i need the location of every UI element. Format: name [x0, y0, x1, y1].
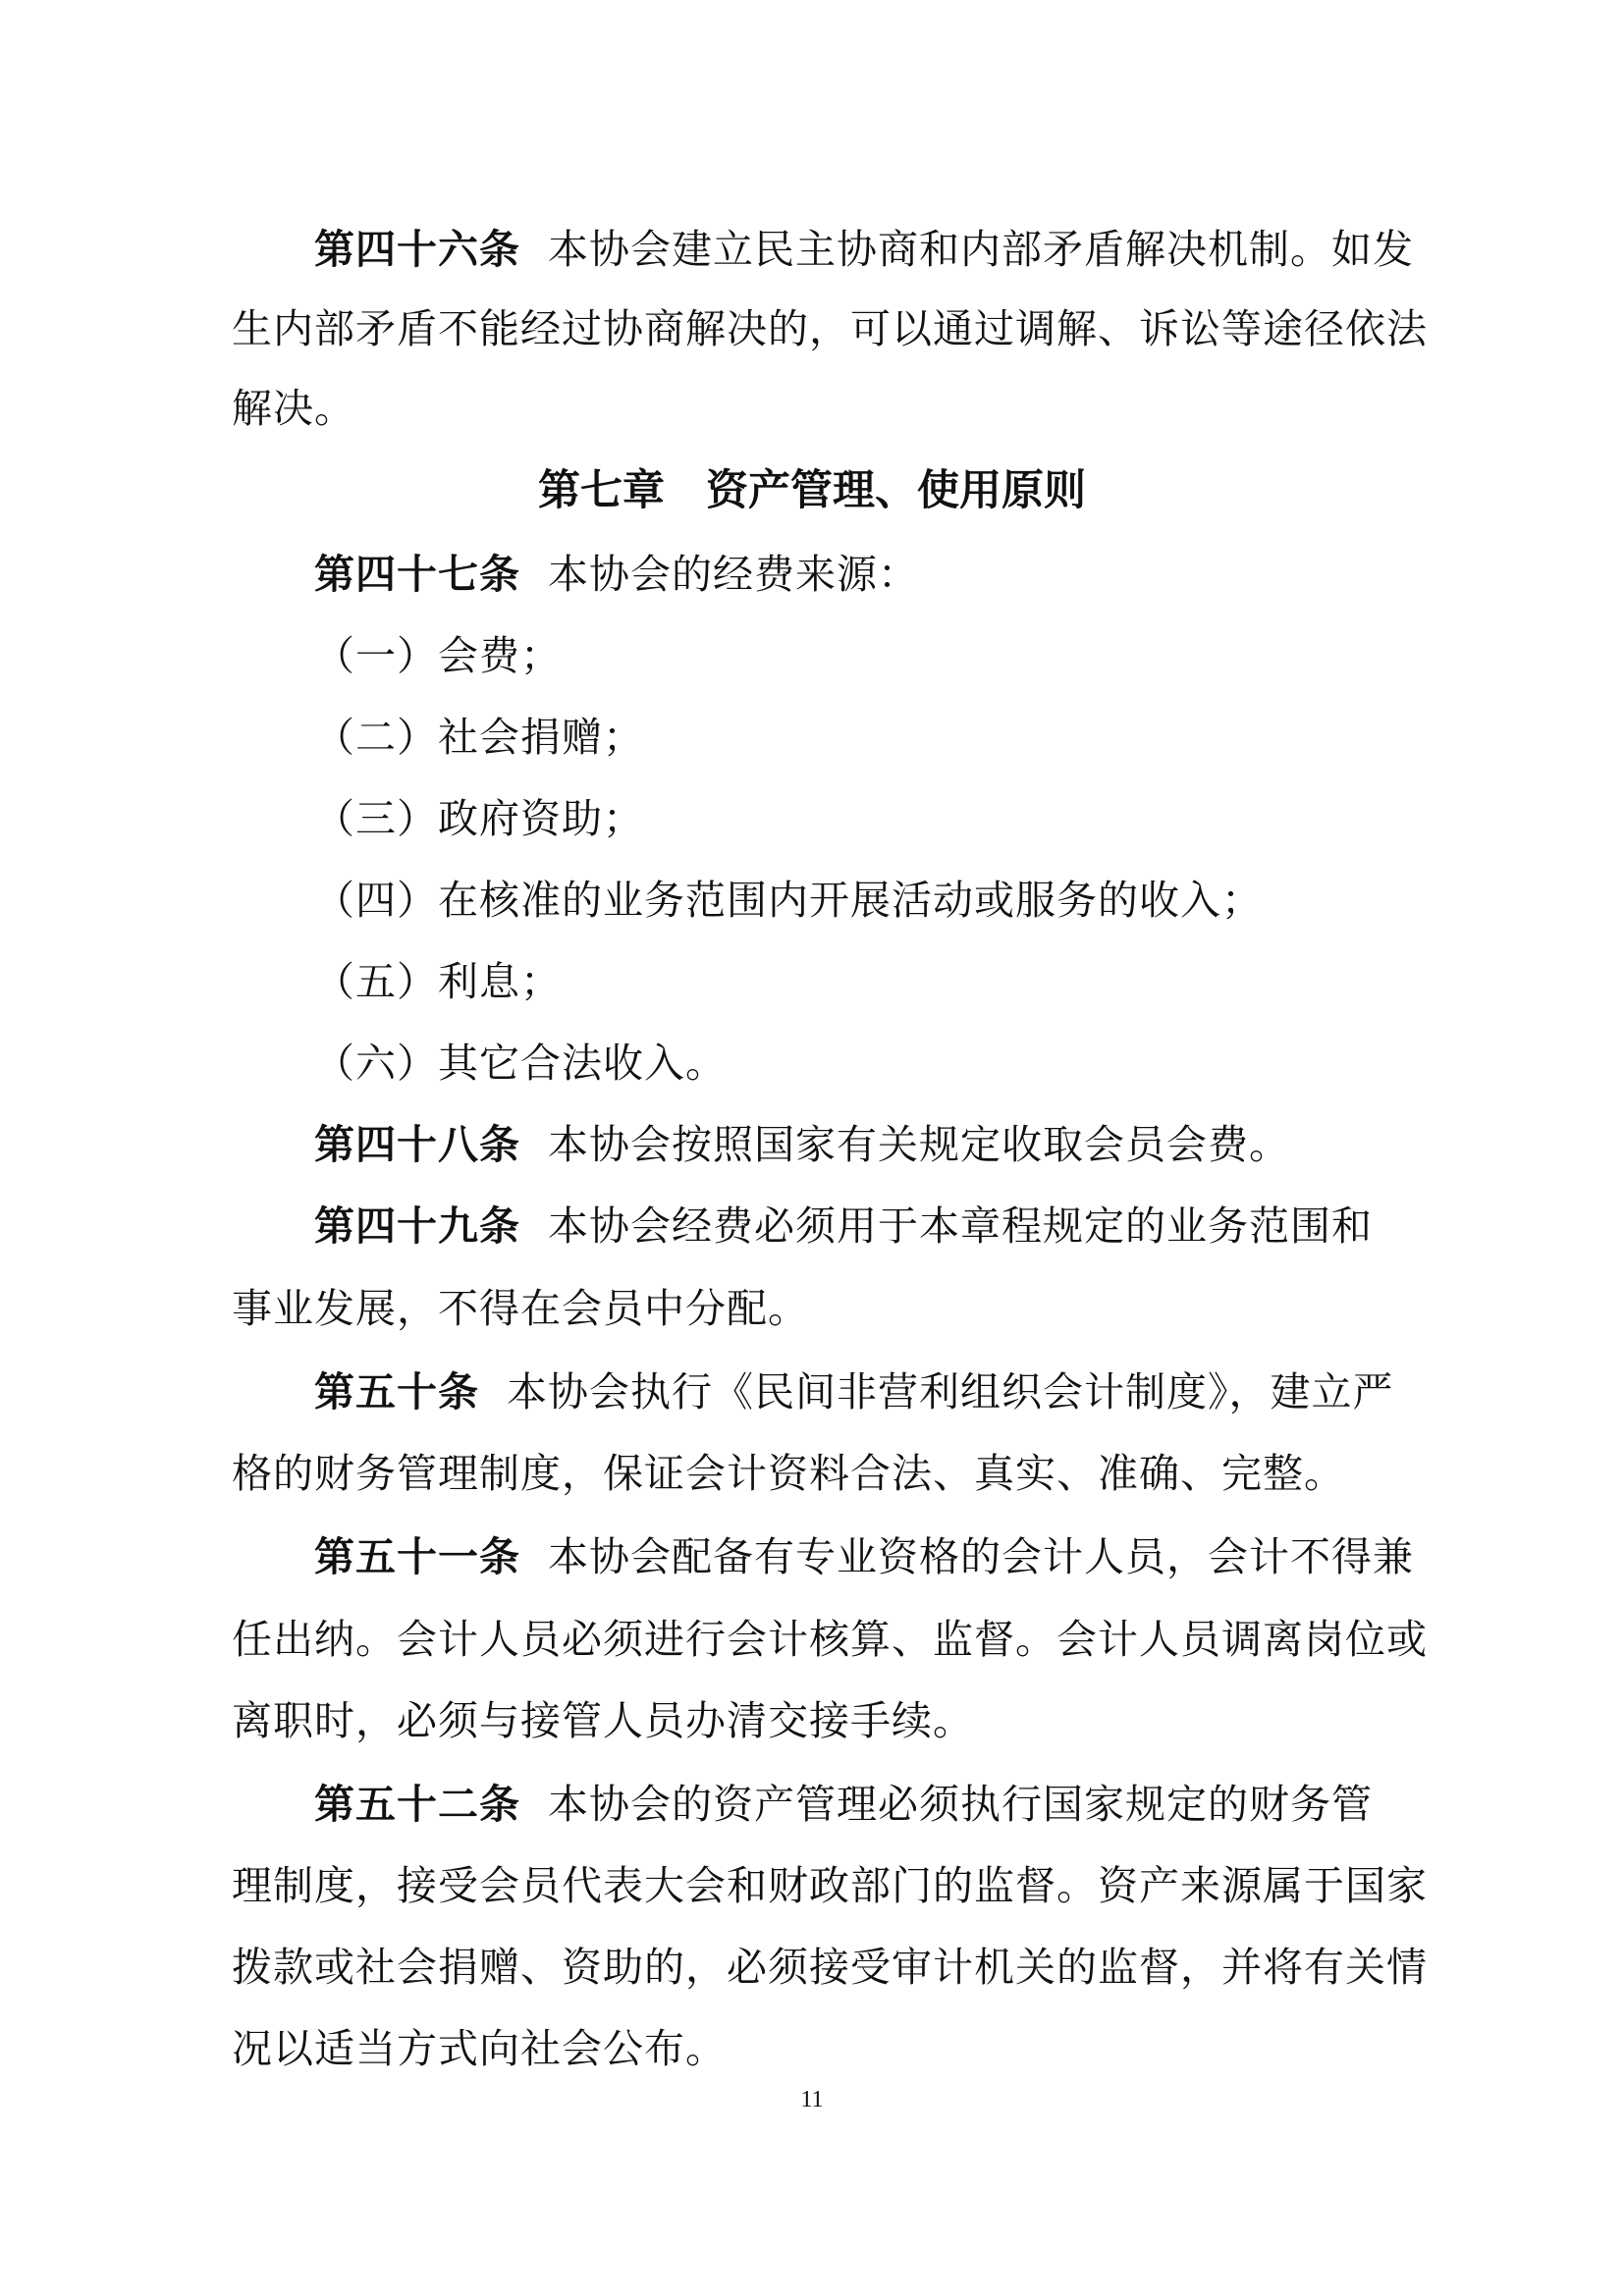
article-51-number: 第五十一条 — [314, 1533, 520, 1580]
article-46-line-1 — [314, 220, 1414, 279]
article-51-line-1 — [314, 1527, 1414, 1586]
article-52-number: 第五十二条 — [314, 1781, 520, 1828]
article-50-text-1: 本协会执行《民间非营利组织会计制度》，建立严 — [507, 1368, 1394, 1415]
article-46-number: 第四十六条 — [314, 226, 520, 273]
article-52-line-3: 拨款或社会捐赠、资助的，必须接受审计机关的监督，并将有关情 — [232, 1944, 1428, 1991]
article-51-line-3: 离职时，必须与接管人员办清交接手续。 — [232, 1697, 974, 1744]
article-47-line-1 — [314, 545, 919, 604]
article-47-text-1: 本协会的经费来源： — [548, 551, 919, 598]
article-49-line-1 — [314, 1197, 1373, 1255]
article-47-item-3: （三）政府资助； — [314, 795, 644, 842]
article-47-item-6: （六）其它合法收入。 — [314, 1040, 727, 1087]
chapter-7-number: 第七章 — [538, 466, 665, 515]
article-48-line-1 — [314, 1115, 1290, 1174]
article-52-line-4: 况以适当方式向社会公布。 — [232, 2025, 727, 2072]
article-47-number: 第四十七条 — [314, 551, 520, 598]
article-49-text-1: 本协会经费必须用于本章程规定的业务范围和 — [548, 1202, 1373, 1250]
article-50-line-1 — [314, 1362, 1394, 1421]
chapter-7-title: 资产管理、使用原则 — [706, 466, 1086, 515]
article-52-line-1 — [314, 1775, 1373, 1834]
article-50-line-2: 格的财务管理制度，保证会计资料合法、真实、准确、完整。 — [232, 1450, 1345, 1497]
article-48-text-1: 本协会按照国家有关规定收取会员会费。 — [548, 1121, 1290, 1168]
article-50-number: 第五十条 — [314, 1368, 479, 1415]
article-47-item-4: （四）在核准的业务范围内开展活动或服务的收入； — [314, 877, 1263, 924]
article-52-text-1: 本协会的资产管理必须执行国家规定的财务管 — [548, 1781, 1373, 1828]
article-47-item-2: （二）社会捐赠； — [314, 714, 644, 761]
article-49-number: 第四十九条 — [314, 1202, 520, 1250]
page-number: 11 — [800, 2087, 824, 2112]
article-47-item-1: （一）会费； — [314, 632, 562, 679]
article-51-line-2: 任出纳。会计人员必须进行会计核算、监督。会计人员调离岗位或 — [232, 1616, 1428, 1663]
article-46-text-1: 本协会建立民主协商和内部矛盾解决机制。如发 — [548, 226, 1414, 273]
article-46-line-2: 生内部矛盾不能经过协商解决的，可以通过调解、诉讼等途径依法 — [232, 305, 1428, 352]
article-52-line-2: 理制度，接受会员代表大会和财政部门的监督。资产来源属于国家 — [232, 1862, 1428, 1909]
chapter-7-heading — [0, 461, 1624, 520]
article-49-line-2: 事业发展，不得在会员中分配。 — [232, 1285, 809, 1332]
article-47-item-5: （五）利息； — [314, 958, 562, 1005]
article-48-number: 第四十八条 — [314, 1121, 520, 1168]
article-46-line-3: 解决。 — [232, 385, 355, 432]
article-51-text-1: 本协会配备有专业资格的会计人员，会计不得兼 — [548, 1533, 1414, 1580]
